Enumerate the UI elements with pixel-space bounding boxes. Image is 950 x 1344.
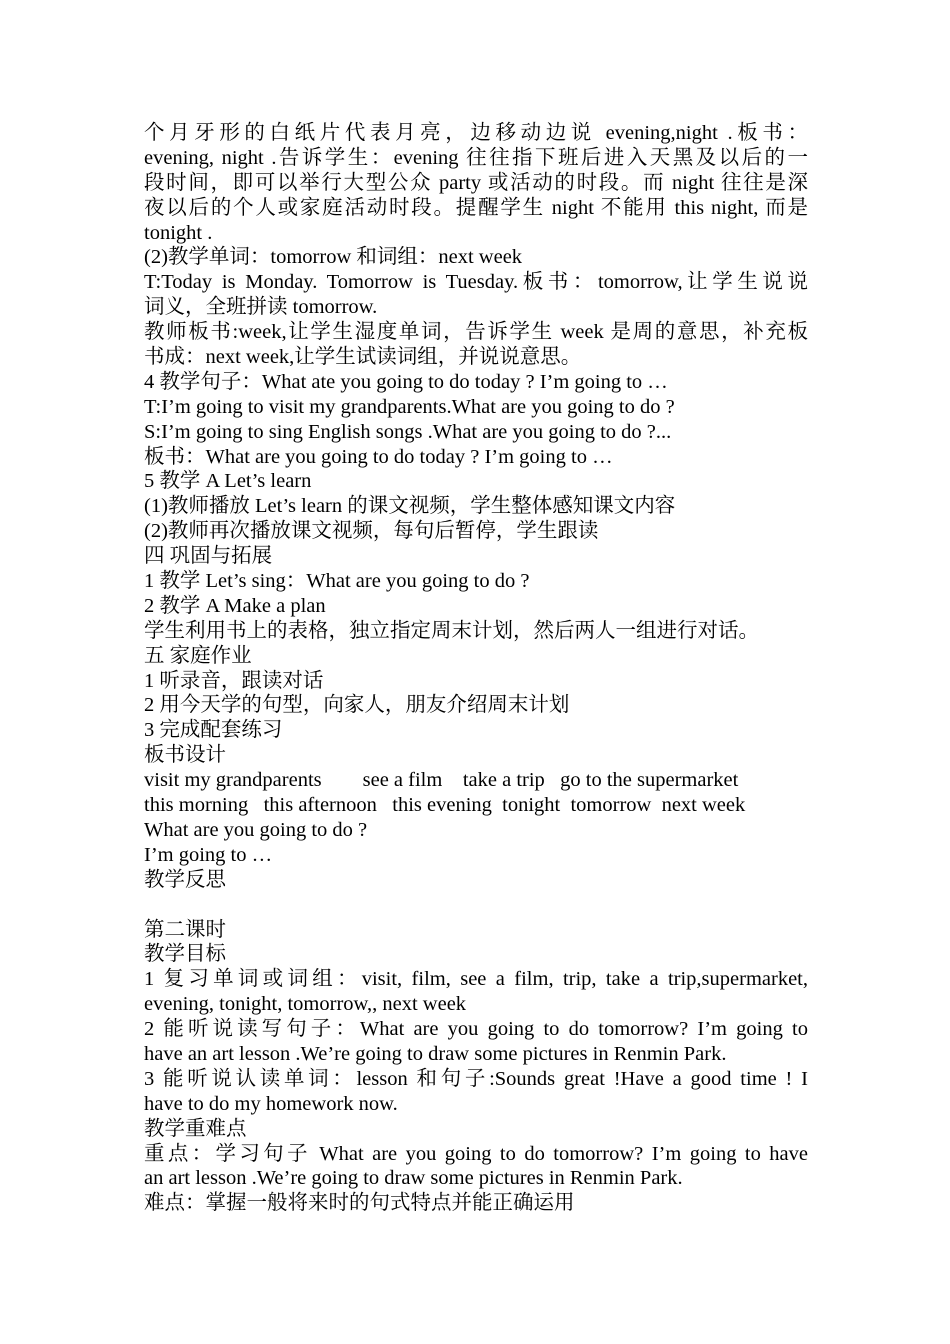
section-heading: 第二课时 xyxy=(144,918,226,941)
text-line: S:I’m going to sing English songs .What are you going to do ?... xyxy=(144,420,672,443)
text-line: 教师板书:week,让学生湿度单词，告诉学生 week 是周的意思，补充板 xyxy=(144,321,808,344)
board-design-line: What are you going to do ? xyxy=(144,818,368,841)
text-line: 4 教学句子：What ate you going to do today ? I’m going to … xyxy=(144,370,668,393)
text-line: an art lesson .We’re going to draw some pictures in Renmin Park. xyxy=(144,1167,683,1190)
text-line: 2 能听说读写句子：What are you going to do tomorrow? I’m going to xyxy=(144,1018,808,1041)
text-line: 1 复习单词或词组：visit, film, see a film, trip, take a trip,supermarket, xyxy=(144,968,808,991)
text-line: 1 听录音，跟读对话 xyxy=(144,669,324,692)
text-line: evening, tonight, tomorrow,, next week xyxy=(144,993,467,1016)
board-design-line: this morning this afternoon this evening tonight tomorrow next week xyxy=(144,794,746,817)
text-line: 板书：What are you going to do today ? I’m going to … xyxy=(144,445,613,468)
text-line: have an art lesson .We’re going to draw some pictures in Renmin Park. xyxy=(144,1042,727,1065)
text-line: 书成：next week,让学生试读词组，并说说意思。 xyxy=(144,346,582,369)
section-heading: 教学重难点 xyxy=(144,1117,247,1140)
text-line: 段时间，即可以举行大型公众 party 或活动的时段。而 night 往往是深 xyxy=(144,171,808,194)
text-line: (1)教师播放 Let’s learn 的课文视频，学生整体感知课文内容 xyxy=(144,495,676,518)
text-line: 2 教学 A Make a plan xyxy=(144,594,326,617)
text-line: (2)教师再次播放课文视频，每句后暂停，学生跟读 xyxy=(144,520,599,543)
board-design-line: I’m going to … xyxy=(144,843,273,866)
text-line: tonight . xyxy=(144,221,213,244)
section-heading: 五 家庭作业 xyxy=(144,644,252,667)
text-line: 重点：学习句子 What are you going to do tomorrow? I’m going to have xyxy=(144,1142,808,1165)
text-line: 夜以后的个人或家庭活动时段。提醒学生 night 不能用 this night, 而是 xyxy=(144,196,808,219)
text-line: T:I’m going to visit my grandparents.What are you going to do ? xyxy=(144,395,675,418)
section-heading: 教学目标 xyxy=(144,943,226,966)
text-line: 2 用今天学的句型，向家人，朋友介绍周末计划 xyxy=(144,694,570,717)
blank-line xyxy=(144,893,808,918)
text-line: have to do my homework now. xyxy=(144,1092,398,1115)
text-line: 3 完成配套练习 xyxy=(144,719,283,742)
document-body xyxy=(144,121,808,1216)
section-heading: 教学反思 xyxy=(144,868,226,891)
text-line: evening, night .告诉学生：evening 往往指下班后进入天黑及以后的一 xyxy=(144,146,808,169)
text-line: 学生利用书上的表格，独立指定周末计划，然后两人一组进行对话。 xyxy=(144,619,759,642)
text-line: 个月牙形的白纸片代表月亮，边移动边说 evening,night .板书： xyxy=(144,122,808,144)
text-line: T:Today is Monday. Tomorrow is Tuesday.板书：tomorrow,让学生说说 xyxy=(144,271,808,294)
section-heading: 板书设计 xyxy=(144,744,226,767)
text-line: 5 教学 A Let’s learn xyxy=(144,470,312,493)
board-design-line: visit my grandparents see a film take a trip go to the supermarket xyxy=(144,769,739,792)
text-line: 词义，全班拼读 tomorrow. xyxy=(144,296,378,319)
text-line: 难点：掌握一般将来时的句式特点并能正确运用 xyxy=(144,1192,575,1215)
text-line: (2)教学单词：tomorrow 和词组：next week xyxy=(144,246,523,269)
text-line: 1 教学 Let’s sing：What are you going to do ? xyxy=(144,570,530,593)
text-line: 3 能听说认读单词：lesson 和句子:Sounds great !Have a good time ! I xyxy=(144,1067,808,1090)
section-heading: 四 巩固与拓展 xyxy=(144,545,273,568)
